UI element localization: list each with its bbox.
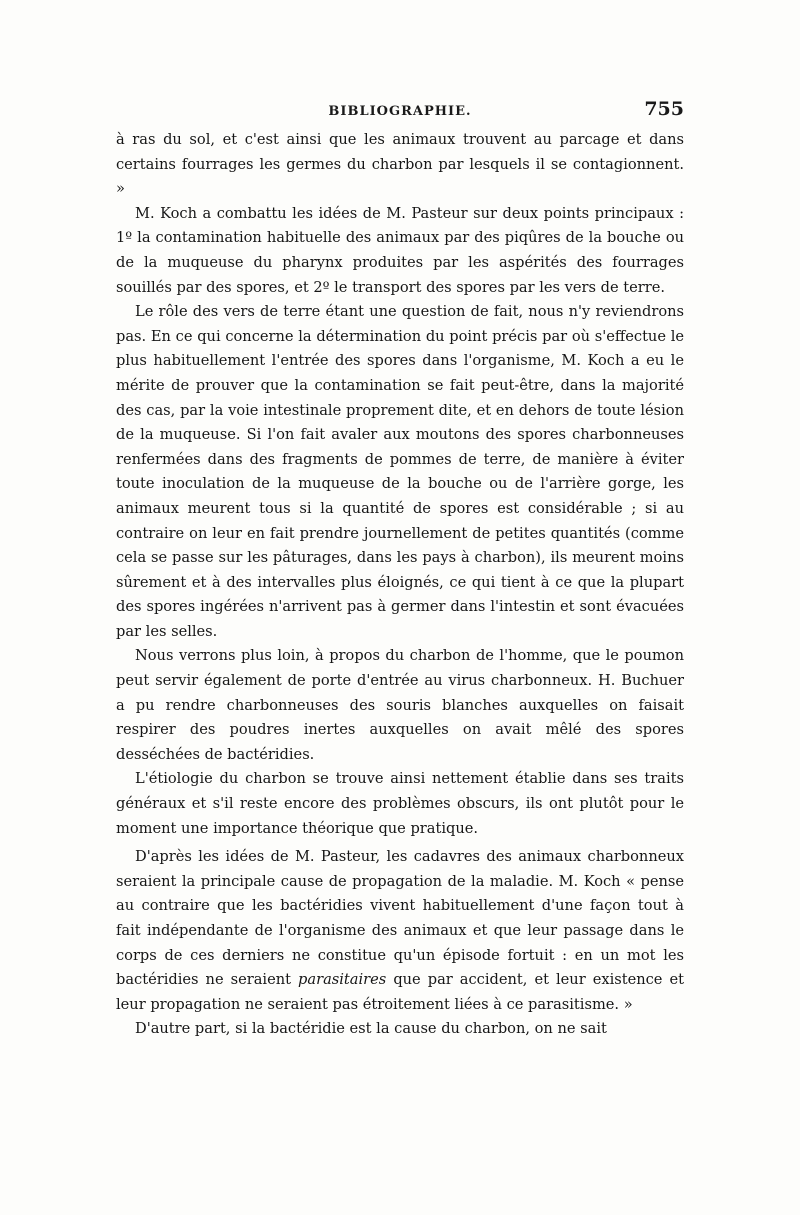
paragraph-earthworms: Le rôle des vers de terre étant une question de fait, nous n'y reviendrons pas. En ce qui concerne la détermination du point précis par où s'effectue le plus habituellement l'entrée des spores dans l'organisme, M. Koch a eu le mérite de prouver que la contamination se fait peut-être, dans la majorité des cas, par la voie intestinale proprement dite, et en dehors de toute lésion de la muqueuse. Si l'on fait avaler aux moutons des spores charbonneuses renfermées dans des fragments de pommes de terre, de manière à éviter toute inoculation de la muqueuse de la bouche ou de l'arrière gorge, les animaux meurent tous si la quantité de spores est considérable ; si au contraire on leur en fait prendre journellement de petites quantités (comme cela se passe sur les pâturages, dans les pays à charbon), ils meurent moins sûrement et à des intervalles plus éloignés, ce qui tient à ce que la plupart des spores ingérées n'arrivent pas à germer dans l'intestin et sont évacuées par les selles.: [116, 303, 684, 640]
body-text: [116, 128, 684, 1042]
paragraph-cadavers: [116, 845, 684, 1017]
paragraph-lung-entry: Nous verrons plus loin, à propos du charbon de l'homme, que le poumon peut servir également de porte d'entrée au virus charbonneux. H. Buchuer a pu rendre charbonneuses des souris blanches auxquelles on faisait respirer des poudres inertes auxquelles on avait mêlé des spores desséchées de bactéridies.: [116, 647, 684, 763]
paragraph-koch-objections: M. Koch a combattu les idées de M. Pasteur sur deux points principaux : 1º la contamination habituelle des animaux par des piqûres de la bouche ou de la muqueuse du pharynx produites par les aspérités des fourrages souillés par des spores, et 2º le transport des spores par les vers de terre.: [116, 204, 684, 296]
page-header: [116, 98, 684, 124]
emphasis-parasitaires: parasitaires: [298, 971, 387, 989]
paragraph-cadavers-text: D'après les idées de M. Pasteur, les cadavres des animaux charbonneux seraient la principale cause de propagation de la maladie. M. Koch « pense au contraire que les bactéridies vivent habituellement d'une façon tout à fait indépendante de l'organisme des animaux et que leur passage dans le corps de ces derniers ne constitue qu'un épisode fortuit : en un mot les bactéridies ne seraient: [116, 848, 684, 989]
paragraph-cadavers-end: que par accident, et leur existence et leur propagation ne seraient pas étroitement liées à ce parasitisme. »: [116, 971, 684, 1013]
paragraph-etiology: L'étiologie du charbon se trouve ainsi nettement établie dans ses traits généraux et s'il reste encore des problèmes obscurs, ils ont plutôt pour le moment une importance théorique que pratique.: [116, 770, 684, 837]
paragraph-continued: à ras du sol, et c'est ainsi que les animaux trouvent au parcage et dans certains fourrages les germes du charbon par lesquels il se contagionnent. »: [116, 131, 684, 198]
page-number: 755: [644, 98, 684, 120]
running-title: BIBLIOGRAPHIE.: [328, 104, 472, 119]
paragraph-last-line: D'autre part, si la bactéridie est la cause du charbon, on ne sait: [135, 1020, 607, 1038]
